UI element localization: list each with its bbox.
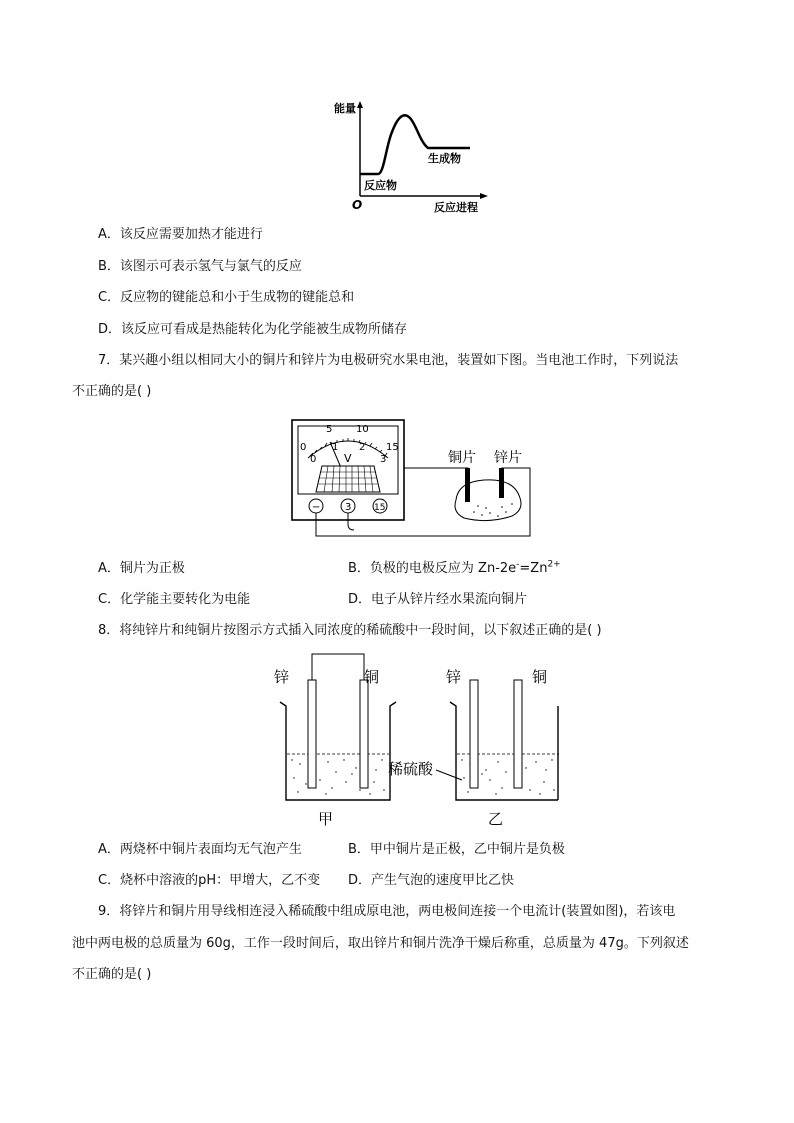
origin-label: O bbox=[352, 198, 363, 212]
unit-label: V bbox=[344, 452, 352, 465]
y-axis-arrow bbox=[357, 101, 363, 108]
connecting-wire-jia bbox=[312, 654, 364, 680]
zinc-electrode bbox=[499, 468, 504, 498]
q7-option-b-sup1: - bbox=[516, 559, 520, 570]
zinc-strip-yi bbox=[470, 680, 478, 788]
wire-copper bbox=[404, 468, 468, 478]
terminal-15-label: 15 bbox=[374, 503, 386, 513]
beakers-diagram bbox=[270, 650, 560, 830]
energy-curve bbox=[360, 115, 470, 174]
q8-option-b: B．甲中铜片是正极，乙中铜片是负极 bbox=[348, 842, 565, 857]
beaker-yi-label: 乙 bbox=[488, 810, 504, 828]
scale-bottom-3: 3 bbox=[380, 454, 387, 465]
q9-line2: 池中两电极的总质量为 60g，工作一段时间后，取出锌片和铜片洗净干燥后称重，总质量为 47g。下列叙述 bbox=[72, 936, 689, 951]
scale-top-0: 0 bbox=[300, 442, 307, 453]
q6-option-a: A．该反应需要加热才能进行 bbox=[98, 227, 263, 242]
q8-option-a: A．两烧杯中铜片表面均无气泡产生 bbox=[98, 842, 302, 857]
scale-bottom-1: 1 bbox=[332, 442, 339, 453]
scale-top-5: 5 bbox=[326, 424, 333, 435]
terminal-3-label: 3 bbox=[345, 502, 352, 513]
q7-stem-line1: 7．某兴趣小组以相同大小的铜片和锌片为电极研究水果电池，装置如下图。当电池工作时，下列说法 bbox=[98, 353, 679, 368]
scale-top-10: 10 bbox=[356, 424, 369, 435]
q7-option-a: A．铜片为正极 bbox=[98, 561, 185, 576]
q6-option-d: D．该反应可看成是热能转化为化学能被生成物所储存 bbox=[98, 322, 408, 337]
copper-strip-jia bbox=[360, 680, 368, 788]
q7-stem-line2: 不正确的是( ) bbox=[72, 384, 152, 399]
q7-option-c: C．化学能主要转化为电能 bbox=[98, 592, 251, 607]
copper-electrode bbox=[465, 468, 470, 502]
lemon bbox=[455, 480, 521, 521]
fruit-battery-diagram bbox=[288, 412, 538, 547]
copper-label: 铜片 bbox=[448, 450, 476, 466]
copper-strip-yi bbox=[514, 680, 522, 788]
zinc-label-yi: 锌 bbox=[446, 668, 462, 686]
q8-option-d: D．产生气泡的速度甲比乙快 bbox=[348, 873, 515, 888]
q8-option-c: C．烧杯中溶液的pH：甲增大，乙不变 bbox=[98, 873, 321, 888]
acid-jia bbox=[287, 754, 389, 798]
q7-option-b-mid: =Zn bbox=[519, 561, 548, 576]
beaker-jia bbox=[274, 654, 396, 828]
energy-profile-diagram bbox=[330, 96, 490, 218]
q9-line1: 9．将锌片和铜片用导线相连浸入稀硫酸中组成原电池，两电极间连接一个电流计(装置如图)，若该电 bbox=[98, 904, 676, 919]
q9-line3: 不正确的是( ) bbox=[72, 967, 152, 982]
q7-option-d: D．电子从锌片经水果流向铜片 bbox=[348, 592, 528, 607]
x-axis-arrow bbox=[480, 193, 488, 199]
zinc-strip-jia bbox=[308, 680, 316, 788]
scale-bottom-2: 2 bbox=[359, 442, 366, 453]
terminal-negative-label: − bbox=[312, 502, 321, 513]
scale-top-15: 15 bbox=[386, 442, 399, 453]
beaker-jia-label: 甲 bbox=[318, 810, 334, 828]
reactant-label: 反应物 bbox=[364, 179, 397, 192]
q7-option-b-text: B．负极的电极反应为 Zn-2e bbox=[348, 561, 517, 576]
copper-label-jia: 铜 bbox=[364, 668, 380, 686]
scale-bottom-0: 0 bbox=[310, 454, 317, 465]
q6-option-b: B．该图示可表示氢气与氯气的反应 bbox=[98, 259, 302, 274]
copper-label-yi: 铜 bbox=[532, 668, 548, 686]
q7-option-b bbox=[348, 559, 561, 579]
zinc-label: 锌片 bbox=[494, 450, 522, 466]
acid-label: 稀硫酸 bbox=[388, 760, 434, 778]
product-label: 生成物 bbox=[428, 152, 461, 165]
zinc-label-jia: 锌 bbox=[274, 668, 290, 686]
beaker-yi bbox=[446, 668, 559, 828]
y-axis-label: 能量 bbox=[334, 102, 356, 115]
q7-option-b-sup2: 2+ bbox=[547, 559, 561, 570]
x-axis-label: 反应进程 bbox=[434, 201, 478, 214]
q8-stem: 8．将纯锌片和纯铜片按图示方式插入同浓度的稀硫酸中一段时间，以下叙述正确的是( ) bbox=[98, 623, 602, 638]
q6-option-c: C．反应物的键能总和小于生成物的键能总和 bbox=[98, 290, 355, 305]
